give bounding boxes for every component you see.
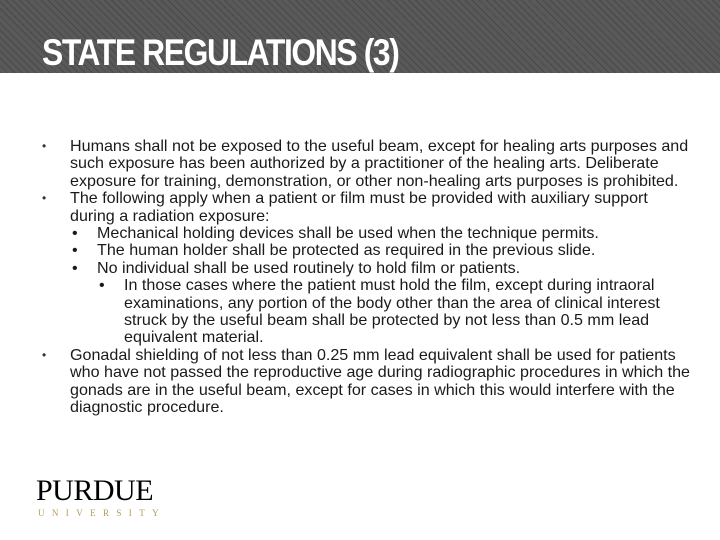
slide-title: STATE REGULATIONS (3) xyxy=(42,32,399,73)
bullet-icon: • xyxy=(42,139,47,153)
bullet-text: Humans shall not be exposed to the useful beam, except for healing arts purposes and such exposure has been authorized by a practitioner of the healing arts. Deliberate exposure for training, demonstration, or other non-healing arts purposes is prohibited. xyxy=(70,137,689,190)
bullet-icon: • xyxy=(72,224,78,243)
bullet-icon: • xyxy=(72,258,78,277)
bullet-item xyxy=(40,347,690,417)
sub-sub-bullet-text: In those cases where the patient must hold the film, except during intraoral examinations, any portion of the body other than the area of clinical interest struck by the useful beam shall be protected by not less than 0.5 mm lead equivalent material. xyxy=(124,276,660,347)
bullet-icon: • xyxy=(72,241,78,260)
bullet-text: The following apply when a patient or film must be provided with auxiliary support during a radiation exposure: xyxy=(70,189,648,225)
bullet-icon: • xyxy=(42,191,47,206)
sub-sub-bullet-item xyxy=(97,277,690,347)
purdue-logo xyxy=(36,474,166,520)
sub-bullet-text: Mechanical holding devices shall be used when the technique permits. xyxy=(97,224,599,243)
logo-wordmark: PURDUE xyxy=(36,474,154,507)
bullet-icon: • xyxy=(42,347,47,362)
sub-bullet-text: The human holder shall be protected as required in the previous slide. xyxy=(97,241,596,260)
sub-bullet-item xyxy=(70,242,690,259)
sub-bullet-text: No individual shall be used routinely to hold film or patients. xyxy=(97,258,521,277)
sub-bullet-list xyxy=(70,225,690,347)
sub-sub-bullet-list xyxy=(97,277,690,347)
sub-bullet-item xyxy=(70,225,690,242)
bullet-item xyxy=(40,190,690,347)
slide-body xyxy=(40,138,690,417)
bullet-icon: • xyxy=(99,276,105,295)
bullet-item xyxy=(40,138,690,190)
logo-subtitle: UNIVERSITY xyxy=(38,508,166,518)
title-bar xyxy=(0,0,720,73)
sub-bullet-item xyxy=(70,260,690,347)
bullet-list xyxy=(40,138,690,417)
bullet-text: Gonadal shielding of not less than 0.25 mm lead equivalent shall be used for patients who have not passed the reproductive age during radiographic procedures in which the gonads are in the useful beam, except for cases in which this would interfere with the diagnostic procedure. xyxy=(70,345,691,417)
